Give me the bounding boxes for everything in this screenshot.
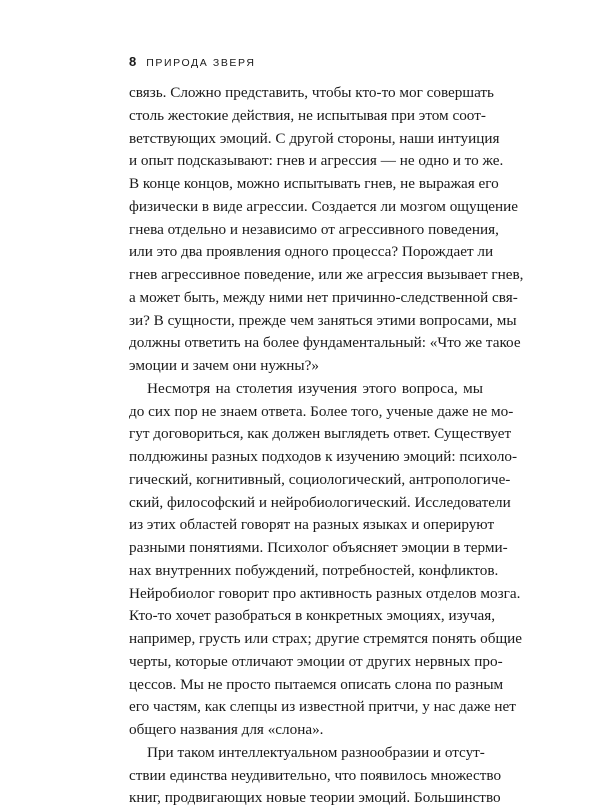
text-line: до сих пор не знаем ответа. Более того, ученые даже не мо-: [129, 402, 514, 420]
text-line: нах внутренних побуждений, потребностей, конфликтов.: [129, 561, 499, 579]
text-line: гнев агрессивное поведение, или же агрессия вызывает гнев,: [129, 266, 524, 283]
text-line: эмоции и зачем они нужны?»: [129, 357, 319, 374]
page-number: 8: [129, 54, 137, 69]
text-line: черты, которые отличают эмоции от других нервных про-: [129, 652, 503, 670]
text-line: Нейробиолог говорит про активность разных отделов мозга.: [129, 584, 521, 602]
text-line: общего названия для «слона».: [129, 721, 324, 738]
text-line: ский, философский и нейробиологический. Исследователи: [129, 493, 511, 511]
text-line: связь. Сложно представить, чтобы кто-то мог совершать: [129, 84, 494, 101]
text-line: например, грусть или страх; другие стремятся понять общие: [129, 630, 523, 647]
text-line: или это два проявления одного процесса? Порождает ли: [129, 243, 494, 261]
text-line: физически в виде агрессии. Создается ли мозгом ощущение: [129, 197, 519, 215]
text-line: должны ответить на более фундаментальный: «Что же такое: [129, 334, 521, 352]
chapter-title: ПРИРОДА ЗВЕРЯ: [146, 57, 256, 69]
text-line: Несмотря на столетия изучения этого вопроса, мы: [147, 379, 483, 397]
text-line: ствии единства неудивительно, что появилось множество: [129, 766, 502, 784]
text-line: цессов. Мы не просто пытаемся описать слона по разным: [129, 675, 504, 693]
text-line: его частям, как слепцы из известной притчи, у нас даже нет: [129, 698, 516, 716]
paragraph: [129, 82, 524, 378]
text-line: Кто-то хочет разобраться в конкретных эмоциях, изучая,: [129, 607, 496, 625]
paragraph: [129, 378, 523, 742]
text-line: и опыт подсказывают: гнев и агрессия — не одно и то же.: [129, 152, 504, 170]
text-line: разными понятиями. Психолог объясняет эмоции в терми-: [129, 539, 508, 556]
paragraph: [129, 742, 502, 810]
text-line: а может быть, между ними нет причинно-следственной свя-: [129, 288, 518, 306]
text-line: гнева отдельно и независимо от агрессивного поведения,: [129, 220, 499, 238]
text-line: гут договориться, как должен выглядеть ответ. Существует: [129, 425, 512, 443]
text-line: столь жестокие действия, не испытывая при этом соот-: [129, 106, 486, 124]
text-line: гический, когнитивный, социологический, антропологиче-: [129, 470, 511, 488]
text-line: зи? В сущности, прежде чем заняться этими вопросами, мы: [129, 311, 517, 329]
running-head: [129, 54, 256, 70]
text-line: полдюжины разных подходов к изучению эмоций: психоло-: [129, 448, 518, 465]
text-line: ветствующих эмоций. С другой стороны, наши интуиция: [129, 129, 500, 147]
text-line: из этих областей говорят на разных языках и оперируют: [129, 516, 495, 534]
body-text: [129, 82, 524, 810]
text-line: При таком интеллектуальном разнообразии и отсут-: [147, 743, 485, 761]
text-line: книг, продвигающих новые теории эмоций. Большинство: [129, 789, 501, 807]
text-line: В конце концов, можно испытывать гнев, не выражая его: [129, 175, 499, 192]
